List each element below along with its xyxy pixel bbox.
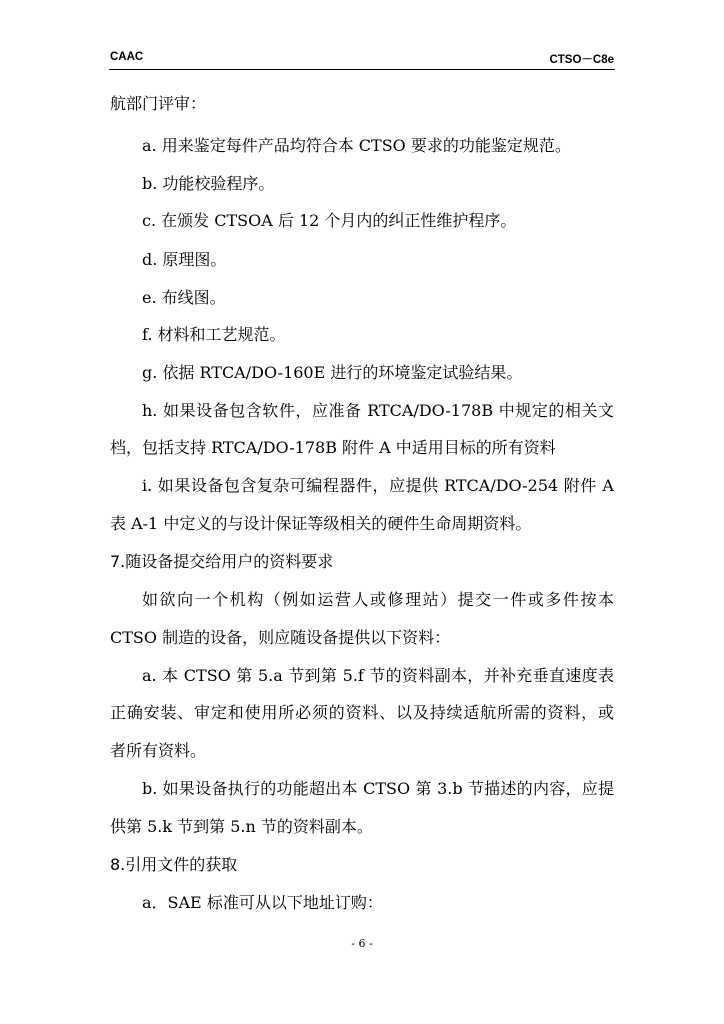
paragraph-line: 供第 5.k 节到第 5.n 节的资料副本。: [110, 817, 373, 836]
header-rule: [109, 69, 615, 70]
list-item-g: g. 依据 RTCA/DO-160E 进行的环境鉴定试验结果。: [142, 363, 523, 382]
list-item-h: h. 如果设备包含软件，应准备 RTCA/DO-178B 中规定的相关文: [142, 401, 614, 420]
section-heading-7: 7.随设备提交给用户的资料要求: [110, 552, 334, 571]
text-line: 档，包括支持 RTCA/DO-178B 附件 A 中适用目标的所有资料: [110, 438, 556, 457]
header-doc-id: CTSO－C8e: [549, 54, 614, 66]
list-item-d: d. 原理图。: [142, 250, 227, 269]
list-item-a: a. 本 CTSO 第 5.a 节到第 5.f 节的资料副本，并补充垂直速度表: [142, 666, 614, 685]
list-item-f: f. 材料和工艺规范。: [142, 325, 286, 344]
list-item-a: a. 用来鉴定每件产品均符合本 CTSO 要求的功能鉴定规范。: [142, 136, 571, 155]
text-line: 表 A-1 中定义的与设计保证等级相关的硬件生命周期资料。: [110, 514, 532, 533]
list-item-i: i. 如果设备包含复杂可编程器件，应提供 RTCA/DO-254 附件 A: [142, 476, 614, 495]
list-item-c: c. 在颁发 CTSOA 后 12 个月内的纠正性维护程序。: [142, 211, 517, 230]
paragraph-line: 如欲向一个机构（例如运营人或修理站）提交一件或多件按本: [142, 590, 614, 609]
list-item-e: e. 布线图。: [142, 288, 226, 307]
paragraph-line: CTSO 制造的设备，则应随设备提供以下资料：: [110, 628, 451, 647]
list-item-b: b. 如果设备执行的功能超出本 CTSO 第 3.b 节描述的内容，应提: [142, 779, 614, 798]
list-item-b: b. 功能校验程序。: [142, 174, 275, 193]
page-number: - 6 -: [351, 937, 373, 950]
list-item-a: a．SAE 标准可从以下地址订购：: [142, 893, 383, 912]
text-line: 航部门评审：: [110, 94, 207, 113]
paragraph-line: 正确安装、审定和使用所必须的资料、以及持续适航所需的资料，或: [110, 703, 614, 722]
header-org: CAAC: [110, 51, 144, 63]
section-heading-8: 8.引用文件的获取: [110, 855, 238, 874]
paragraph-line: 者所有资料。: [110, 741, 207, 760]
